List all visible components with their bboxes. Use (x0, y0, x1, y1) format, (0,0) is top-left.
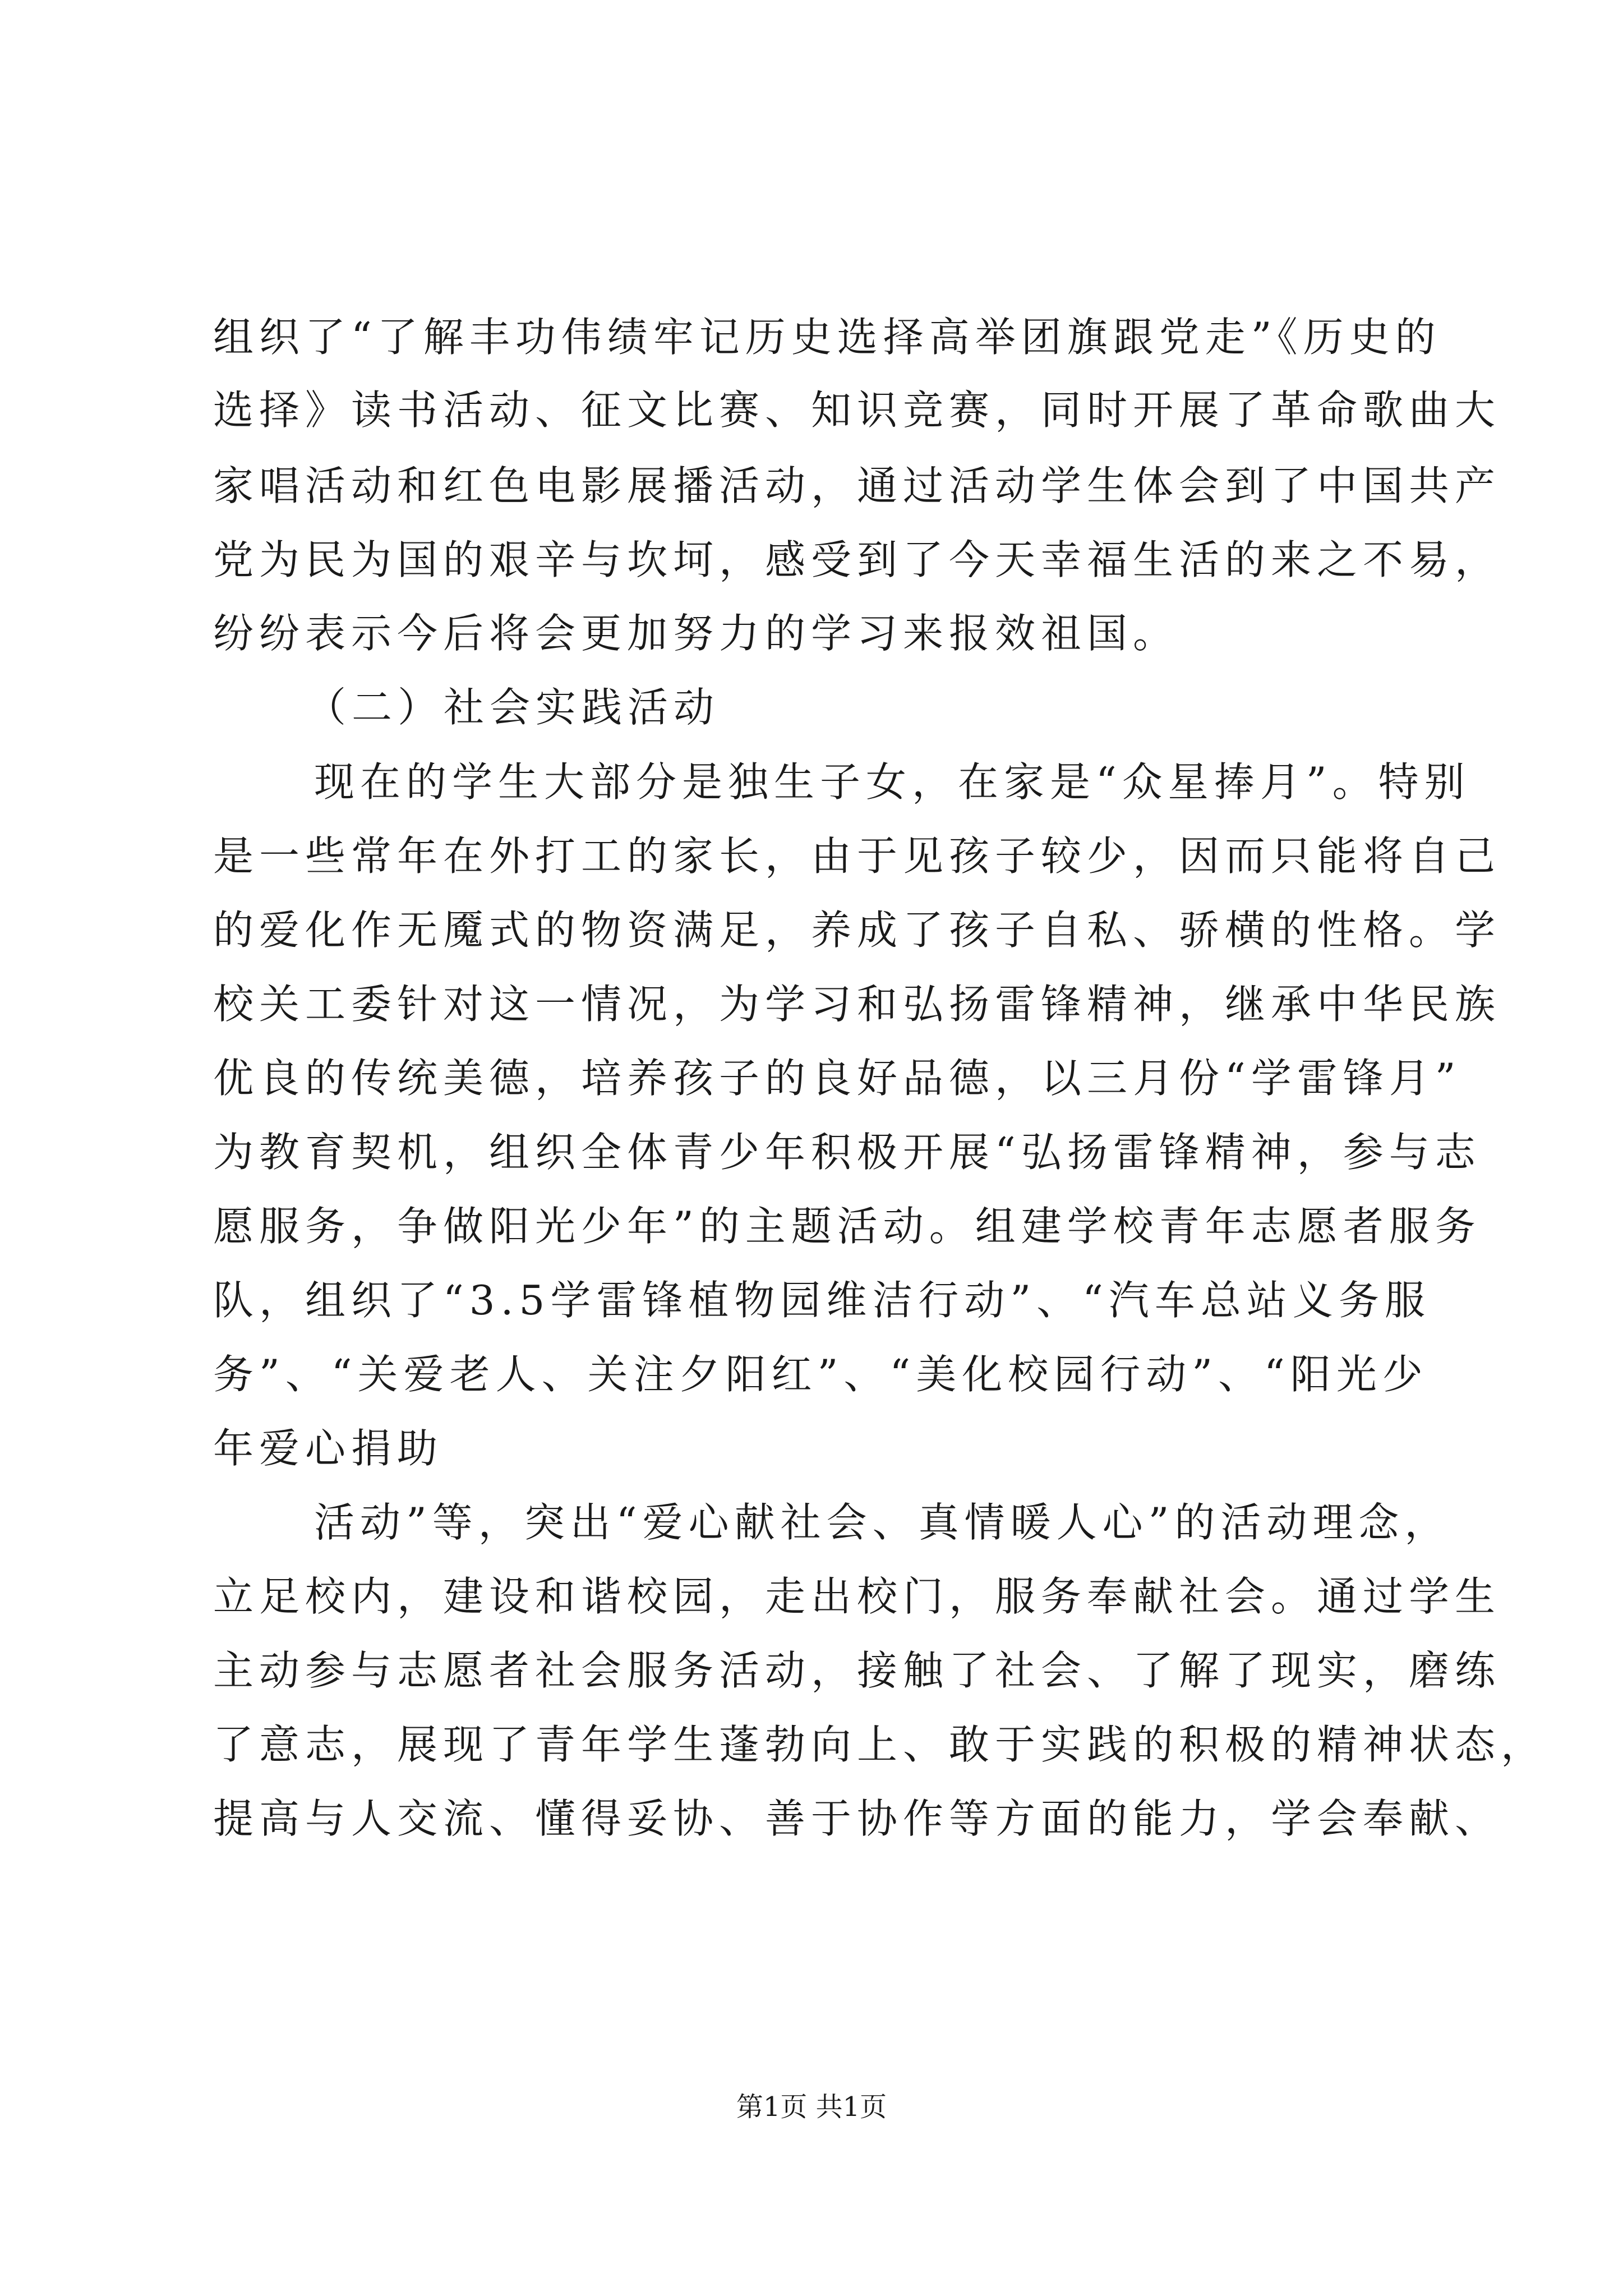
body-line: 了意志，展现了青年学生蓬勃向上、敢于实践的积极的精神状态， (213, 1721, 1547, 1768)
section-heading: （二）社会实践活动 (306, 684, 720, 731)
body-line: 活动”等，突出“爱心献社会、真情暖人心”的活动理念， (314, 1499, 1451, 1546)
body-line: 优良的传统美德，培养孩子的良好品德，以三月份“学雷锋月” (213, 1055, 1461, 1102)
body-line: 选择》读书活动、征文比赛、知识竞赛，同时开展了革命歌曲大 (213, 386, 1501, 434)
body-line: 立足校内，建设和谐校园，走出校门，服务奉献社会。通过学生 (213, 1573, 1501, 1620)
body-line: 家唱活动和红色电影展播活动，通过活动学生体会到了中国共产 (213, 462, 1501, 509)
page-number-footer: 第1页 共1页 (736, 2091, 887, 2123)
body-line: 现在的学生大部分是独生子女，在家是“众星捧月”。特别 (314, 758, 1470, 806)
body-line: 提高与人交流、懂得妥协、善于协作等方面的能力，学会奉献、 (213, 1795, 1501, 1842)
body-line: 是一些常年在外打工的家长，由于见孩子较少，因而只能将自己 (213, 832, 1501, 880)
body-line: 主动参与志愿者社会服务活动，接触了社会、了解了现实，磨练 (213, 1647, 1501, 1694)
body-line: 纷纷表示今后将会更加努力的学习来报效祖国。 (213, 610, 1179, 657)
body-line: 年爱心捐助 (213, 1425, 444, 1472)
body-line: 组织了“了解丰功伟绩牢记历史选择高举团旗跟党走”《历史的 (213, 314, 1441, 361)
body-line: 务”、“关爱老人、关注夕阳红”、“美化校园行动”、“阳光少 (213, 1351, 1428, 1398)
body-line: 队，组织了“3.5学雷锋植物园维洁行动”、“汽车总站义务服 (213, 1277, 1431, 1324)
body-line: 为教育契机，组织全体青少年积极开展“弘扬雷锋精神，参与志 (213, 1129, 1481, 1176)
body-line: 愿服务，争做阳光少年”的主题活动。组建学校青年志愿者服务 (213, 1203, 1481, 1250)
body-line: 校关工委针对这一情况，为学习和弘扬雷锋精神，继承中华民族 (213, 981, 1501, 1028)
body-line: 党为民为国的艰辛与坎坷，感受到了今天幸福生活的来之不易， (213, 536, 1501, 583)
body-line: 的爱化作无魇式的物资满足，养成了孩子自私、骄横的性格。学 (213, 907, 1501, 954)
